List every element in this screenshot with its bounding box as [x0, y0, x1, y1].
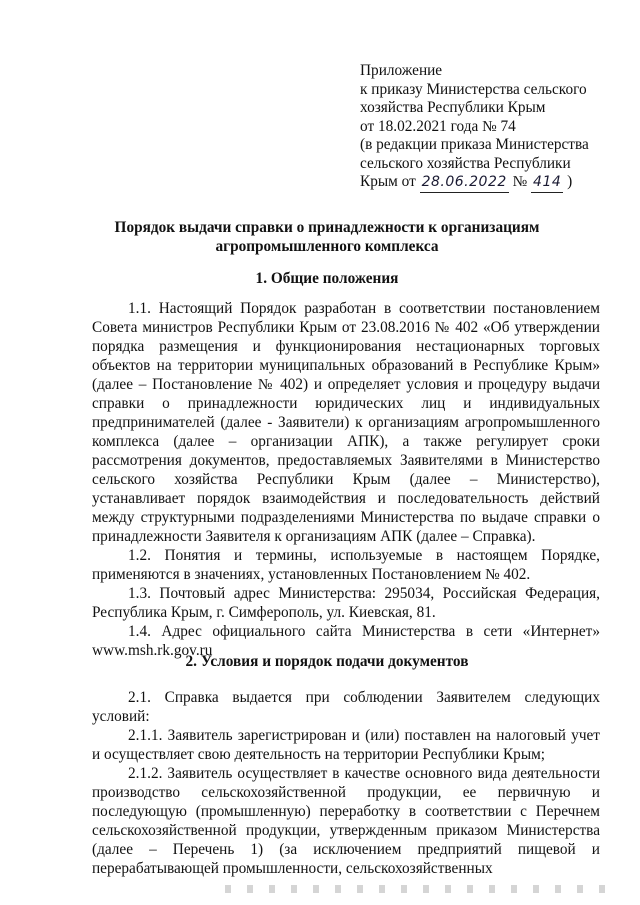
handwritten-number: 414: [531, 173, 563, 193]
section-heading: 2. Условия и порядок подачи документов: [185, 653, 469, 670]
paragraph: 1.1. Настоящий Порядок разработан в соответствии постановлением Совета министров Республики Крым от 23.08.2016 № 402 «Об утверждении порядка размещения и функционирования нестационарных торговых объектов на территории муниципальных образований в Республике Крым» (далее – Постановление № 402) и определяет условия и процедуру выдачи справки о принадлежности юридических лиц и индивидуальных предпринимателей (далее - Заявители) к организациям агропромышленного комплекса (далее – организации АПК), а также регулирует сроки рассмотрения документов, предоставляемых Заявителями в Министерство сельского хозяйства Республики Крым (далее – Министерство), устанавливает порядок взаимодействия и последовательность действий между структурными подразделениями Министерства по выдаче справки о принадлежности Заявителя к организациям АПК (далее – Справка).: [92, 300, 600, 545]
appendix-line: сельского хозяйства Республики: [360, 154, 571, 172]
document-title: [92, 218, 562, 256]
paragraph: 2.1. Справка выдается при соблюдении Заявителем следующих условий:: [92, 689, 600, 725]
paragraph: 2.1.2. Заявитель осуществляет в качестве основного вида деятельности производство сельскохозяйственной продукции, ее первичную и последующую (промышленную) переработку в соответствии с Перечнем сельскохозяйственной продукции, утвержденным приказом Министерства (далее – Перечень 1) (за исключением предприятий пищевой и перерабатывающей промышленности, сельскохозяйственных: [92, 765, 600, 877]
appendix-line: от 18.02.2021 года № 74: [360, 117, 516, 135]
section-body: [92, 688, 600, 878]
appendix-line: Приложение: [360, 62, 443, 79]
appendix-prefix: Крым от: [360, 173, 416, 190]
appendix-line-amendment: [360, 173, 610, 193]
paragraph: 2.1.1. Заявитель зарегистрирован и (или) поставлен на налоговый учет и осуществляет свою деятельность на территории Республики Крым;: [92, 727, 600, 763]
appendix-line: хозяйства Республики Крым: [360, 99, 546, 116]
scan-artifact: [225, 885, 605, 893]
paragraph: 1.3. Почтовый адрес Министерства: 295034, Российская Федерация, Республика Крым, г. Симферополь, ул. Киевская, 81.: [92, 585, 600, 621]
title-line: Порядок выдачи справки о принадлежности к организациям: [114, 219, 540, 236]
section-body: [92, 299, 600, 660]
appendix-line: (в редакции приказа Министерства: [360, 136, 589, 153]
closing-paren: ): [567, 173, 573, 190]
title-line: агропромышленного комплекса: [215, 238, 439, 255]
appendix-line: к приказу Министерства сельского: [360, 80, 587, 98]
paragraph: 1.2. Понятия и термины, используемые в настоящем Порядке, применяются в значениях, установленных Постановлением № 402.: [92, 547, 600, 583]
paragraph: 1.4. Адрес официального сайта Министерства в сети «Интернет» www.msh.rk.gov.ru: [92, 623, 600, 659]
appendix-header: [360, 62, 610, 193]
handwritten-date: 28.06.2022: [420, 173, 509, 193]
section-heading: 1. Общие положения: [255, 270, 399, 287]
number-sign: №: [512, 173, 528, 190]
